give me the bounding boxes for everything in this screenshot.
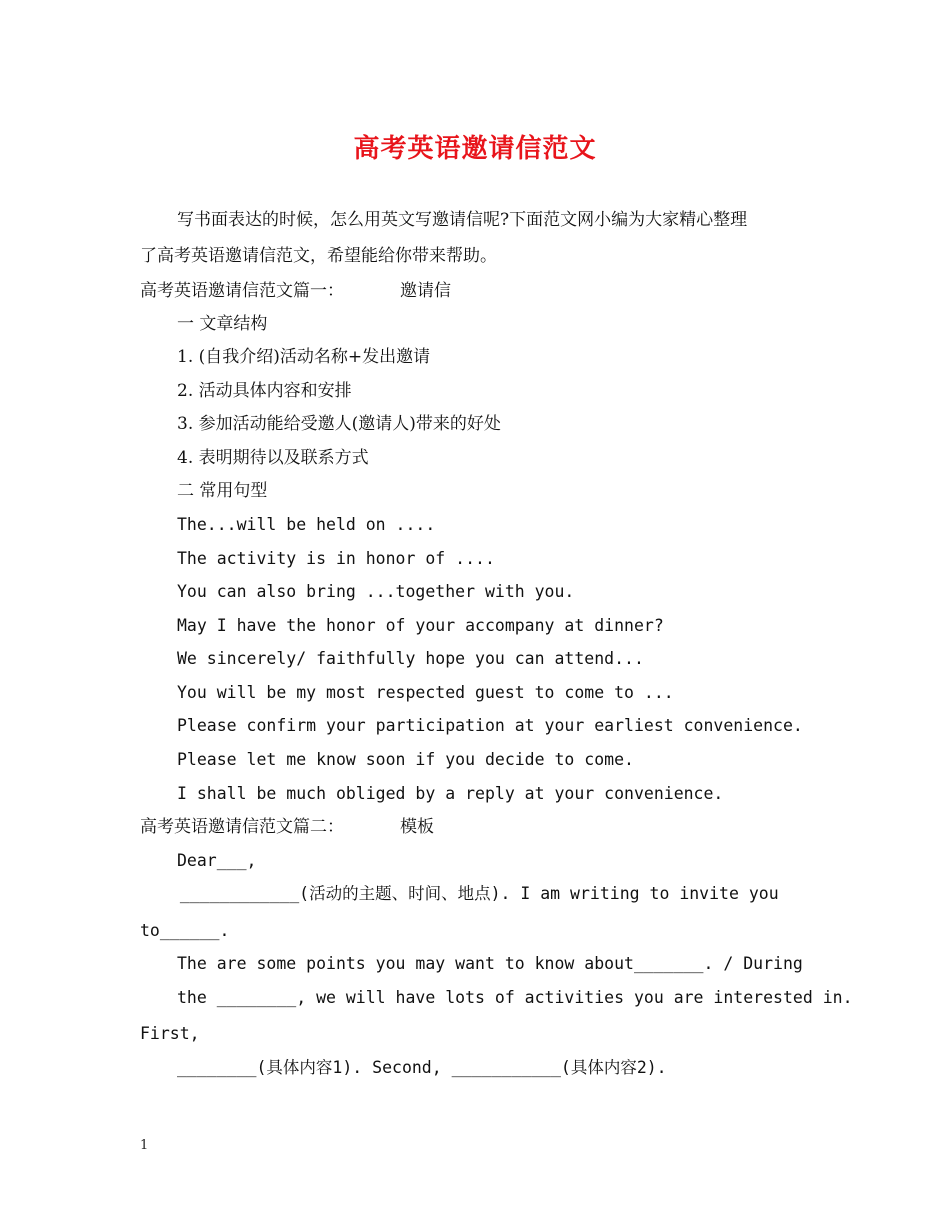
section1-heading: 高考英语邀请信范文篇一： [140,281,344,301]
structure-item-1: 1. (自我介绍)活动名称+发出邀请 [177,347,431,367]
section2-subject: 模板 [400,817,434,837]
section2-heading: 高考英语邀请信范文篇二： [140,817,344,837]
section1-subject: 邀请信 [400,281,451,301]
part2-title: 二 常用句型 [177,481,268,501]
sentence-6: You will be my most respected guest to come to ... [177,683,674,702]
structure-item-3: 3. 参加活动能给受邀人(邀请人)带来的好处 [177,414,501,434]
sentence-7: Please confirm your participation at your earliest convenience. [177,716,803,735]
intro-line-1: 写书面表达的时候，怎么用英文写邀请信呢?下面范文网小编为大家精心整理 [177,210,748,230]
sentence-1: The...will be held on .... [177,515,436,534]
sentence-8: Please let me know soon if you decide to come. [177,750,634,769]
structure-item-2: 2. 活动具体内容和安排 [177,381,352,401]
structure-item-4: 4. 表明期待以及联系方式 [177,448,369,468]
intro-line-2: 了高考英语邀请信范文，希望能给你带来帮助。 [140,246,497,266]
template-line-4: The are some points you may want to know about_______. / During [177,954,803,973]
part1-title: 一 文章结构 [177,314,268,334]
template-line-5: the ________, we will have lots of activities you are interested in. [177,988,853,1007]
sentence-5: We sincerely/ faithfully hope you can attend... [177,649,644,668]
sentence-2: The activity is in honor of .... [177,549,495,568]
document-title: 高考英语邀请信范文 [353,134,597,164]
sentence-9: I shall be much obliged by a reply at your convenience. [177,784,724,803]
template-line-7: ________(具体内容1). Second, ___________(具体内容2). [177,1058,667,1077]
page-number: 1 [140,1138,149,1153]
template-line-1: Dear___, [177,851,257,870]
template-line-6: First, [140,1024,200,1043]
template-line-2: ____________(活动的主题、时间、地点). I am writing to invite you [170,884,779,903]
sentence-4: May I have the honor of your accompany at dinner? [177,616,664,635]
template-line-3: to______. [140,921,230,940]
sentence-3: You can also bring ...together with you. [177,582,575,601]
